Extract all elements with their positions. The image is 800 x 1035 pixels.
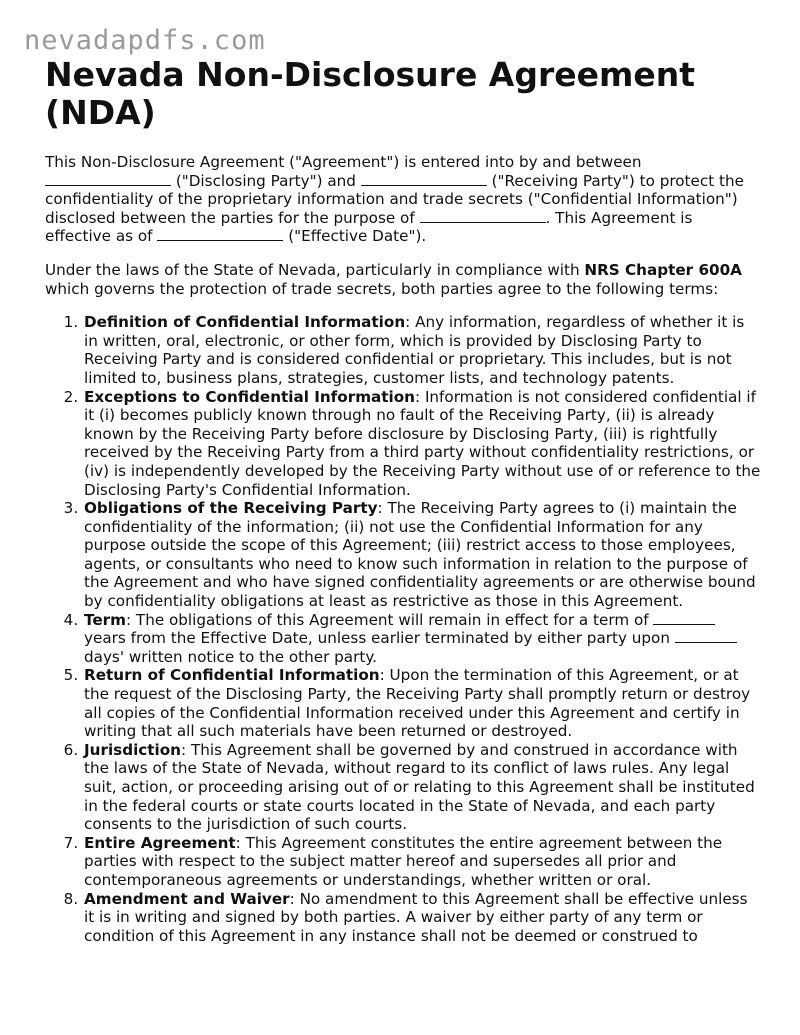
list-item bbox=[83, 388, 761, 500]
term-years-blank bbox=[653, 611, 715, 625]
list-item bbox=[83, 890, 761, 946]
term-text: years from the Effective Date, unless earlier terminated by either party upon bbox=[84, 629, 670, 648]
disclosing-party-blank bbox=[45, 172, 171, 186]
term-text: : The Receiving Party agrees to (i) maintain the confidentiality of the information; (ii) not use the Confidential Information for any purpose outside the scope of this Agreement; (iii) restrict access to those employees, agents, or consultants who need to know such information in relation to the purpose of the Agreement and who have signed confidentiality agreements or are otherwise bound by confidentiality obligations at least as restrictive as those in this Agreement. bbox=[84, 499, 756, 611]
term-title: Entire Agreement bbox=[84, 833, 236, 852]
term-text: : Information is not considered confidential if it (i) becomes publicly known through no fault of the Receiving Party, (ii) is already known by the Receiving Party before disclosure by Disclosing Party, (iii) is rightfully received by the Receiving Party from a third party without confidentiality restrictions, or (iv) is independently developed by the Receiving Party without use of or reference to the Disclosing Party's Confidential Information. bbox=[84, 387, 761, 499]
page-title: Nevada Non-Disclosure Agreement (NDA) bbox=[45, 55, 696, 132]
term-title: Amendment and Waiver bbox=[84, 889, 290, 908]
intro-text: . This Agreement is effective as of bbox=[45, 208, 693, 246]
term-title: Term bbox=[84, 610, 126, 629]
term-title: Definition of Confidential Information bbox=[84, 313, 406, 332]
intro-text: This Non-Disclosure Agreement ("Agreement") is entered into by and between bbox=[45, 153, 642, 171]
intro-text: ("Disclosing Party") and bbox=[175, 171, 356, 190]
list-item bbox=[83, 313, 761, 387]
site-watermark: nevadapdfs.com bbox=[24, 25, 266, 56]
notice-days-blank bbox=[675, 629, 737, 643]
law-text: Under the laws of the State of Nevada, particularly in compliance with bbox=[45, 260, 580, 279]
term-title: Jurisdiction bbox=[84, 740, 181, 759]
term-text: : This Agreement shall be governed by and construed in accordance with the laws of the State of Nevada, without regard to its conflict of laws rules. Any legal suit, action, or proceeding arising out of or relating to this Agreement shall be instituted in the federal courts or state courts located in the State of Nevada, and each party consents to the jurisdiction of such courts. bbox=[84, 740, 755, 834]
terms-list bbox=[45, 313, 761, 945]
list-item bbox=[83, 834, 761, 890]
list-item bbox=[83, 611, 761, 667]
term-title: Obligations of the Receiving Party bbox=[84, 499, 378, 518]
list-item bbox=[83, 741, 761, 834]
term-text: : This Agreement constitutes the entire agreement between the parties with respect to the subject matter hereof and supersedes all prior and contemporaneous agreements or understandings, whether written or oral. bbox=[84, 833, 723, 889]
term-text: : The obligations of this Agreement will remain in effect for a term of bbox=[125, 610, 649, 629]
effective-date-blank bbox=[157, 227, 283, 241]
list-item bbox=[83, 666, 761, 740]
term-title: Return of Confidential Information bbox=[84, 666, 380, 685]
list-item bbox=[83, 499, 761, 611]
agreement-body bbox=[45, 153, 761, 945]
term-text: days' written notice to the other party. bbox=[84, 647, 377, 666]
intro-paragraph bbox=[45, 153, 761, 246]
law-paragraph bbox=[45, 261, 761, 298]
intro-text: ("Effective Date"). bbox=[288, 227, 427, 246]
purpose-blank bbox=[420, 209, 546, 223]
receiving-party-blank bbox=[361, 172, 487, 186]
statute-reference: NRS Chapter 600A bbox=[584, 260, 742, 279]
law-text: which governs the protection of trade secrets, both parties agree to the following terms: bbox=[45, 279, 719, 298]
term-text: : Upon the termination of this Agreement, or at the request of the Disclosing Party, the Receiving Party shall promptly return or destroy all copies of the Confidential Information received under this Agreement and certify in writing that all such materials have been returned or destroyed. bbox=[84, 666, 751, 741]
term-text: : No amendment to this Agreement shall be effective unless it is in writing and signed by both parties. A waiver by either party of any term or condition of this Agreement in any instance shall not be deemed or construed to bbox=[84, 889, 748, 945]
term-text: : Any information, regardless of whether it is in written, oral, electronic, or other form, which is provided by Disclosing Party to Receiving Party and is considered confidential or proprietary. This includes, but is not limited to, business plans, strategies, customer lists, and technology patents. bbox=[84, 313, 745, 387]
term-title: Exceptions to Confidential Information bbox=[84, 387, 415, 406]
intro-text: ("Receiving Party") to protect the confidentiality of the proprietary information and trade secrets ("Confidential Information") disclosed between the parties for the purpose of bbox=[45, 171, 744, 227]
